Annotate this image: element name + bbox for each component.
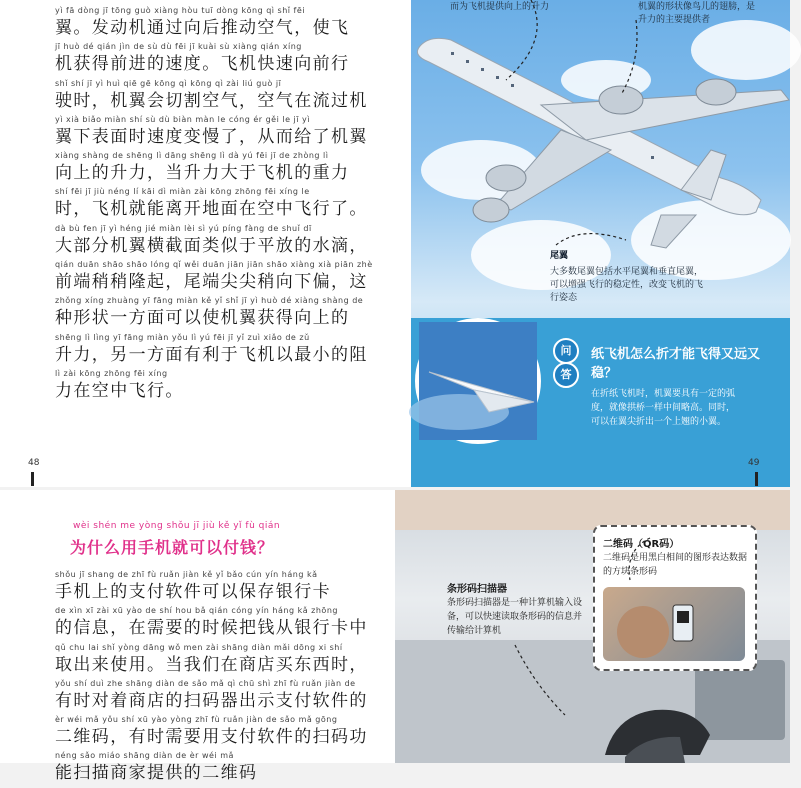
paper-plane-photo	[415, 318, 541, 444]
text-line	[55, 151, 360, 187]
pinyin-line: dà bù fen jī yì héng jié miàn lèi sì yú píng fàng de shuǐ dī	[55, 223, 312, 233]
paper-plane-icon	[419, 322, 537, 440]
scanner-text: 条形码扫描器是一种计算机输入设备，可以快速读取条形码的信息并传输给计算机	[447, 598, 583, 636]
qa-answer: 在折纸飞机时，机翼要具有一定的弧度，就像拱桥一样中间略高。同时，可以在翼尖折出一个上翘的小翼。	[591, 389, 736, 427]
callout-wing: 机翼的形状像鸟儿的翅膀，是升力的主要提供者	[638, 2, 756, 25]
text-line	[55, 606, 368, 642]
hanzi-line: 手机上的支付软件可以保存银行卡	[55, 582, 331, 602]
pinyin-line: jī huò dé qián jìn de sù dù fēi jī kuài sù xiàng qián xíng	[55, 42, 302, 52]
hanzi-line: 升力，另一方面有利于飞机以最小的阻	[55, 344, 368, 365]
text-line	[55, 78, 368, 115]
body-text-48	[55, 6, 373, 405]
answer-badge: 答	[553, 362, 579, 388]
page-48	[0, 0, 395, 487]
tail-title: 尾翼	[550, 251, 569, 261]
text-line	[55, 642, 368, 679]
pinyin-line: lì zài kōng zhōng fēi xíng	[55, 368, 168, 378]
page-50	[0, 490, 395, 784]
text-line	[55, 678, 368, 715]
page-51	[395, 490, 790, 763]
pinyin-line: yì xià biǎo miàn shí sù dù biàn màn le cóng ér gěi le jī yì	[55, 114, 310, 124]
qr-text: 二维码是用黑白相间的图形表达数据的方块条形码	[603, 553, 748, 577]
text-line	[55, 42, 360, 78]
pinyin-line: yǒu shí duì zhe shāng diàn de sǎo mǎ qì chū shì zhī fù ruǎn jiàn de	[55, 678, 356, 688]
text-line	[55, 332, 368, 369]
hanzi-line: 向上的升力，当升力大于飞机的重力	[55, 163, 350, 184]
body-text-50	[55, 570, 368, 788]
hanzi-line: 种形状一方面可以使机翼获得向上的	[55, 308, 350, 329]
hanzi-line: 大部分机翼横截面类似于平放的水滴，	[55, 235, 368, 256]
text-line	[55, 369, 360, 405]
pinyin-line: de xìn xī zài xū yào de shí hou bǎ qián cóng yín háng kǎ zhōng	[55, 606, 338, 616]
hanzi-line: 二维码，有时需要用支付软件的扫码功	[55, 727, 368, 748]
hanzi-line: 翼下表面时速度变慢了，从而给了机翼	[55, 126, 368, 147]
pinyin-line: néng sǎo miáo shāng diàn de èr wéi mǎ	[55, 751, 234, 761]
text-line	[55, 114, 368, 151]
text-line	[55, 223, 368, 260]
hanzi-line: 前端稍稍隆起，尾端尖尖稍向下偏，这	[55, 272, 368, 293]
page-number-49: 49	[748, 458, 760, 468]
pinyin-line: shǒu jī shang de zhī fù ruǎn jiàn kě yǐ bǎo cún yín háng kǎ	[55, 570, 318, 579]
hanzi-line: 的信息，在需要的时候把钱从银行卡中	[55, 618, 368, 639]
page-number-48: 48	[28, 458, 40, 468]
hanzi-line: 力在空中飞行。	[55, 380, 184, 401]
text-line	[55, 187, 368, 223]
text-line	[55, 6, 360, 42]
text-line	[55, 296, 364, 332]
text-line	[55, 751, 365, 787]
hanzi-line: 有时对着商店的扫码器出示支付软件的	[55, 690, 368, 711]
pinyin-line: qǔ chu lai shǐ yòng dāng wǒ men zài shāng diàn mǎi dōng xi shí	[55, 642, 343, 652]
text-line	[55, 570, 365, 606]
pinyin-line: yì fā dòng jī tōng guò xiàng hòu tuī dòng kōng qì shǐ fēi	[55, 6, 306, 15]
qa-title: 纸飞机怎么折才能飞得又远又稳？	[591, 347, 761, 381]
hanzi-line: 驶时，机翼会切割空气，空气在流过机	[55, 90, 368, 111]
pinyin-line: xiàng shàng de shēng lì dāng shēng lì dà yú fēi jī de zhòng lì	[55, 151, 329, 161]
title-pinyin: wèi shén me yòng shǒu jī jiù kě yǐ fù qián	[73, 521, 281, 531]
hanzi-line: 取出来使用。当我们在商店买东西时，	[55, 654, 368, 675]
hanzi-line: 翼。发动机通过向后推动空气，使飞	[55, 18, 350, 38]
pinyin-line: shí fēi jī jiù néng lí kāi dì miàn zài kōng zhōng fēi xíng le	[55, 187, 310, 197]
pinyin-line: qián duān shāo shāo lóng qǐ wěi duān jiān jiān shāo xiàng xià piān zhè	[55, 260, 373, 270]
text-line	[55, 715, 368, 751]
tail-text: 大多数尾翼包括水平尾翼和垂直尾翼，可以增强飞行的稳定性，改变飞机的飞行姿态	[550, 267, 704, 303]
text-line	[55, 260, 373, 296]
page-49	[395, 0, 790, 487]
page-tick-left	[31, 472, 34, 486]
pinyin-line: shǐ shí jī yì huì qiē gē kōng qì kōng qì zài liú guò jī	[55, 78, 282, 88]
page-tick-right	[755, 472, 758, 486]
callout-lift: 而为飞机提供向上的升力	[450, 2, 550, 12]
qr-title: 二维码（QR码）	[603, 539, 680, 550]
page-title: 为什么用手机就可以付钱？	[70, 538, 275, 557]
hanzi-line: 时，飞机就能离开地面在空中飞行了。	[55, 199, 368, 220]
pinyin-line: zhǒng xíng zhuàng yī fāng miàn kě yǐ shǐ jī yì huò dé xiàng shàng de	[55, 296, 364, 306]
pinyin-line: shēng lì lìng yī fāng miàn yǒu lì yú fēi jī yǐ zuì xiǎo de zǔ	[55, 332, 310, 342]
question-badge: 问	[553, 338, 579, 364]
scanner-title: 条形码扫描器	[447, 584, 507, 595]
pinyin-line: èr wéi mǎ yǒu shí xū yào yòng zhī fù ruǎn jiàn de sǎo mǎ gōng	[55, 715, 338, 725]
hanzi-line: 能扫描商家提供的二维码	[55, 763, 258, 784]
hanzi-line: 机获得前进的速度。飞机快速向前行	[55, 54, 350, 75]
